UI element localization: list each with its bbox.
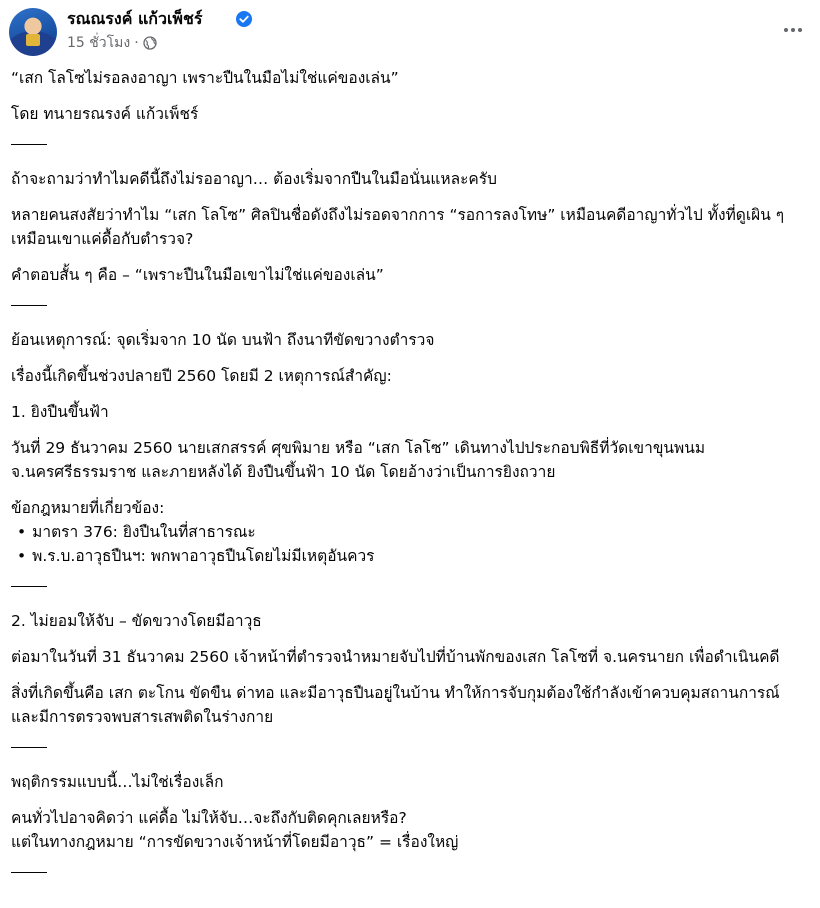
verified-badge-icon xyxy=(236,11,252,27)
author-name[interactable]: รณณรงค์ แก้วเพ็ชร์ xyxy=(67,9,203,28)
event2-text-2: สิ่งที่เกิดขึ้นคือ เสก ตะโกน ขัดขืน ด่าทอ และมีอาวุธปืนอยู่ในบ้าน ทำให้การจับกุมต้องใช้กำลังเข้าควบคุมสถานการณ์ และมีการตรวจพบสารเสพติดในร่างกาย xyxy=(11,684,780,726)
list-item: • มาตรา 376: ยิงปืนในที่สาธารณะ xyxy=(11,520,811,544)
globe-icon[interactable] xyxy=(143,36,157,50)
laws-title: ข้อกฎหมายที่เกี่ยวข้อง: xyxy=(11,499,165,517)
meta-separator: · xyxy=(134,35,139,51)
more-options-icon[interactable] xyxy=(778,18,808,42)
divider xyxy=(11,144,47,145)
post-time[interactable]: 15 ชั่วโมง xyxy=(67,35,131,51)
behavior-line-1: คนทั่วไปอาจคิดว่า แค่ดื้อ ไม่ให้จับ…จะถึงกับติดคุกเลยหรือ? xyxy=(11,809,407,827)
list-item: • พ.ร.บ.อาวุธปืนฯ: พกพาอาวุธปืนโดยไม่มีเหตุอันควร xyxy=(11,544,811,568)
event1-text: วันที่ 29 ธันวาคม 2560 นายเสกสรรค์ ศุขพิมาย หรือ “เสก โลโซ” เดินทางไปประกอบพิธีที่วัดเขาขุนพนม จ.นครศรีธรรมราช และภายหลังได้ ยิงปืนขึ้นฟ้า 10 นัด โดยอ้างว่าเป็นการยิงถวาย xyxy=(11,439,706,481)
divider xyxy=(11,586,47,587)
intro-paragraph-1: ถ้าจะถามว่าทำไมคดีนี้ถึงไม่รออาญา… ต้องเริ่มจากปืนในมือนั่นแหละครับ xyxy=(11,170,497,188)
post-body xyxy=(11,66,811,895)
intro-paragraph-3: คำตอบสั้น ๆ คือ – “เพราะปืนในมือเขาไม่ใช่แค่ของเล่น” xyxy=(11,266,384,284)
laws-list xyxy=(11,520,811,568)
event2-title: 2. ไม่ยอมให้จับ – ขัดขวางโดยมีอาวุธ xyxy=(11,612,262,630)
quote-title: “เสก โลโซไม่รอลงอาญา เพราะปืนในมือไม่ใช่แค่ของเล่น” xyxy=(11,69,399,87)
event2-text: ต่อมาในวันที่ 31 ธันวาคม 2560 เจ้าหน้าที่ตำรวจนำหมายจับไปที่บ้านพักของเสก โลโซที่ จ.นครนายก เพื่อดำเนินคดี xyxy=(11,648,780,666)
post-meta xyxy=(67,34,157,52)
divider xyxy=(11,872,47,873)
avatar[interactable] xyxy=(9,8,57,56)
divider xyxy=(11,305,47,306)
avatar-award-icon xyxy=(26,34,40,46)
divider xyxy=(11,747,47,748)
behavior-title: พฤติกรรมแบบนี้…ไม่ใช่เรื่องเล็ก xyxy=(11,773,224,791)
section-recap-title: ย้อนเหตุการณ์: จุดเริ่มจาก 10 นัด บนฟ้า ถึงนาทีขัดขวางตำรวจ xyxy=(11,331,435,349)
byline: โดย ทนายรณรงค์ แก้วเพ็ชร์ xyxy=(11,105,199,123)
behavior-line-2: แต่ในทางกฎหมาย “การขัดขวางเจ้าหน้าที่โดยมีอาวุธ” = เรื่องใหญ่ xyxy=(11,833,459,851)
recap-text: เรื่องนี้เกิดขึ้นช่วงปลายปี 2560 โดยมี 2 เหตุการณ์สำคัญ: xyxy=(11,367,392,385)
post-header xyxy=(0,0,820,66)
event1-title: 1. ยิงปืนขึ้นฟ้า xyxy=(11,403,109,421)
intro-paragraph-2: หลายคนสงสัยว่าทำไม “เสก โลโซ” ศิลปินชื่อดังถึงไม่รอดจากการ “รอการลงโทษ” เหมือนคดีอาญาทั่วไป ทั้งที่ดูเผิน ๆ เหมือนเขาแค่ดื้อกับตำรวจ? xyxy=(11,206,785,248)
